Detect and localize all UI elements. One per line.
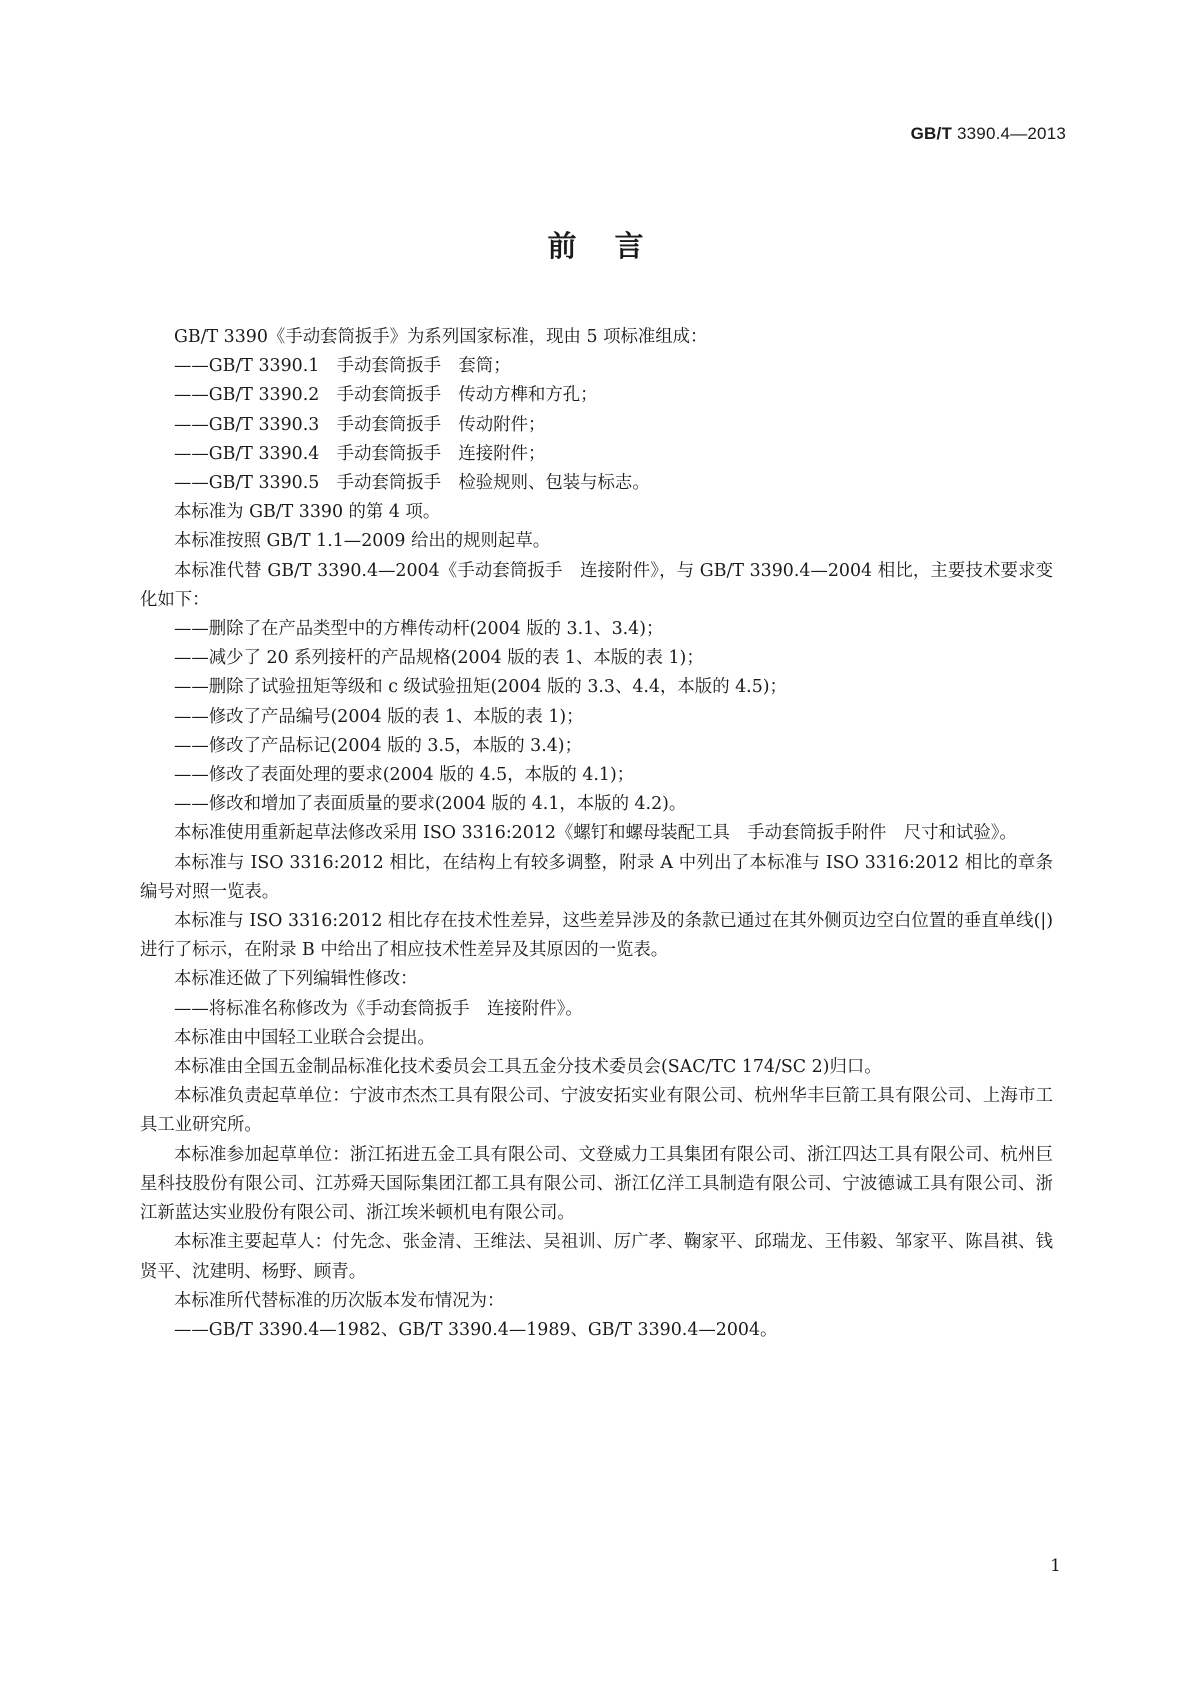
adoption-paragraph: 本标准使用重新起草法修改采用 ISO 3316:2012《螺钉和螺母装配工具 手动套筒扳手附件 尺寸和试验》。 [174, 823, 1017, 844]
editorial-list-item: ——将标准名称修改为《手动套筒扳手 连接附件》。 [174, 998, 583, 1019]
lead-drafters-paragraph: 本标准负责起草单位：宁波市杰杰工具有限公司、宁波安拓实业有限公司、杭州华丰巨箭工具有限公司、上海市工具工业研究所。 [140, 1086, 1053, 1136]
part-list-item: ——GB/T 3390.2 手动套筒扳手 传动方榫和方孔； [174, 385, 598, 406]
change-list-item: ——修改了表面处理的要求(2004 版的 4.5，本版的 4.1)； [174, 765, 635, 786]
proposed-by-paragraph: 本标准由中国轻工业联合会提出。 [174, 1027, 435, 1048]
structure-note-paragraph: 本标准与 ISO 3316:2012 相比，在结构上有较多调整，附录 A 中列出了本标准与 ISO 3316:2012 相比的章条编号对照一览表。 [140, 852, 1053, 902]
change-list-item: ——减少了 20 系列接杆的产品规格(2004 版的表 1、本版的表 1)； [174, 648, 704, 669]
standard-number [911, 124, 1066, 144]
participants-paragraph: 本标准参加起草单位：浙江拓进五金工具有限公司、文登威力工具集团有限公司、浙江四达工具有限公司、杭州巨星科技股份有限公司、江苏舜天国际集团江都工具有限公司、浙江亿洋工具制造有限公司、宁波德诚工具有限公司、浙江新蓝达实业股份有限公司、浙江埃米顿机电有限公司。 [140, 1144, 1053, 1224]
part-list-item: ——GB/T 3390.5 手动套筒扳手 检验规则、包装与标志。 [174, 473, 650, 494]
deviation-note-paragraph: 本标准与 ISO 3316:2012 相比存在技术性差异，这些差异涉及的条款已通过在其外侧页边空白位置的垂直单线(|)进行了标示，在附录 B 中给出了相应技术性差异及其原因的一览表。 [140, 911, 1053, 961]
history-intro-paragraph: 本标准所代替标准的历次版本发布情况为： [174, 1290, 505, 1311]
page-title: 前言 [547, 229, 682, 263]
foreword-body [140, 323, 1053, 1345]
managed-by-paragraph: 本标准由全国五金制品标准化技术委员会工具五金分技术委员会(SAC/TC 174/SC 2)归口。 [174, 1057, 882, 1078]
history-list-item: ——GB/T 3390.4—1982、GB/T 3390.4—1989、GB/T 3390.4—2004。 [174, 1319, 778, 1340]
page-number: 1 [1050, 1556, 1061, 1576]
change-list-item: ——删除了在产品类型中的方榫传动杆(2004 版的 3.1、3.4)； [174, 619, 664, 640]
change-list-item: ——删除了试验扭矩等级和 c 级试验扭矩(2004 版的 3.3、4.4，本版的 4.5)； [174, 677, 787, 698]
change-list-item: ——修改和增加了表面质量的要求(2004 版的 4.1，本版的 4.2)。 [174, 794, 687, 815]
change-list-item: ——修改了产品标记(2004 版的 3.5，本版的 3.4)； [174, 735, 582, 756]
drafting-rule-paragraph: 本标准按照 GB/T 1.1—2009 给出的规则起草。 [174, 531, 551, 552]
authors-paragraph: 本标准主要起草人：付先念、张金清、王维法、吴祖训、厉广孝、鞠家平、邱瑞龙、王伟毅、邹家平、陈昌祺、钱贤平、沈建明、杨野、顾青。 [140, 1232, 1053, 1282]
part-list-item: ——GB/T 3390.4 手动套筒扳手 连接附件； [174, 443, 546, 464]
standard-code: 3390.4—2013 [956, 124, 1066, 143]
part-list-item: ——GB/T 3390.1 手动套筒扳手 套筒； [174, 356, 511, 377]
editorial-intro-paragraph: 本标准还做了下列编辑性修改： [174, 969, 418, 990]
change-list-item: ——修改了产品编号(2004 版的表 1、本版的表 1)； [174, 706, 584, 727]
replaces-paragraph: 本标准代替 GB/T 3390.4—2004《手动套筒扳手 连接附件》，与 GB/T 3390.4—2004 相比，主要技术要求变化如下： [140, 560, 1053, 610]
part-list-item: ——GB/T 3390.3 手动套筒扳手 传动附件； [174, 414, 546, 435]
part-note-paragraph: 本标准为 GB/T 3390 的第 4 项。 [174, 502, 441, 523]
standard-prefix: GB/T [910, 124, 953, 143]
intro-paragraph: GB/T 3390《手动套筒扳手》为系列国家标准，现由 5 项标准组成： [174, 327, 708, 347]
